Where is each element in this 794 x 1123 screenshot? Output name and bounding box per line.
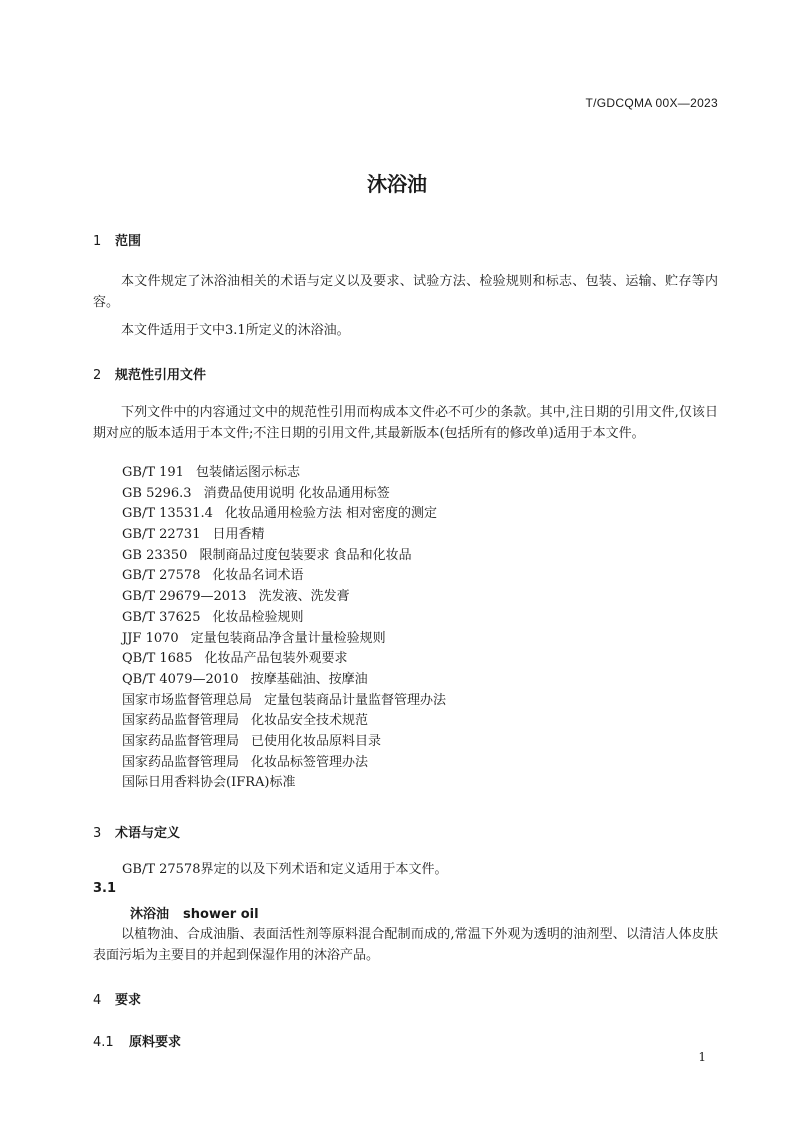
term-definition: 以植物油、合成油脂、表面活性剂等原料混合配制而成的,常温下外观为透明的油剂型、以清洁人体皮肤表面污垢为主要目的并起到保湿作用的沐浴产品。 bbox=[93, 927, 718, 963]
reference-item bbox=[122, 546, 446, 567]
reference-name: 化妆品安全技术规范 bbox=[251, 713, 369, 729]
reference-item bbox=[122, 525, 446, 546]
reference-code: 国家药品监督管理局 bbox=[122, 754, 240, 770]
section-number: 3 bbox=[93, 826, 102, 841]
section-number: 2 bbox=[93, 368, 102, 383]
reference-code: QB/T 1685 bbox=[122, 651, 193, 667]
page-number: 1 bbox=[698, 1050, 706, 1064]
reference-code: 国家药品监督管理局 bbox=[122, 733, 240, 749]
scope-paragraph-1: 本文件规定了沐浴油相关的术语与定义以及要求、试验方法、检验规则和标志、包装、运输、贮存等内容。 bbox=[93, 274, 718, 310]
reference-name: 定量包装商品净含量计量检验规则 bbox=[190, 630, 386, 646]
reference-code: JJF 1070 bbox=[122, 630, 179, 646]
reference-item bbox=[122, 691, 446, 712]
scope-paragraph-2: 本文件适用于文中3.1所定义的沐浴油。 bbox=[121, 323, 350, 338]
reference-item bbox=[122, 484, 446, 505]
reference-code: GB/T 22731 bbox=[122, 527, 201, 543]
reference-code: 国家市场监督管理总局 bbox=[122, 692, 253, 708]
reference-item bbox=[122, 732, 446, 753]
section-title: 术语与定义 bbox=[115, 826, 181, 841]
reference-code: GB 23350 bbox=[122, 547, 188, 563]
reference-item bbox=[122, 670, 446, 691]
reference-code: GB 5296.3 bbox=[122, 485, 192, 501]
reference-name: 洗发液、洗发膏 bbox=[258, 589, 350, 605]
reference-name: 化妆品产品包装外观要求 bbox=[204, 651, 348, 667]
reference-item bbox=[122, 649, 446, 670]
subsection-number: 4.1 bbox=[93, 1035, 114, 1050]
term-entry bbox=[130, 903, 259, 922]
reference-item bbox=[122, 566, 446, 587]
subsection-title: 原料要求 bbox=[129, 1035, 182, 1050]
reference-name: 定量包装商品计量监督管理办法 bbox=[264, 692, 447, 708]
reference-name: 按摩基础油、按摩油 bbox=[250, 671, 368, 687]
document-title: 沐浴油 bbox=[367, 172, 427, 196]
reference-item bbox=[122, 753, 446, 774]
terms-intro-line: GB/T 27578界定的以及下列术语和定义适用于本文件。 bbox=[122, 862, 448, 877]
reference-item bbox=[122, 463, 446, 484]
reference-code: GB/T 29679—2013 bbox=[122, 589, 247, 605]
term-number: 3.1 bbox=[93, 881, 117, 896]
reference-item bbox=[122, 587, 446, 608]
document-code: T/GDCQMA 00X—2023 bbox=[585, 96, 718, 110]
reference-item bbox=[122, 773, 446, 794]
reference-name: 日用香精 bbox=[212, 527, 265, 543]
reference-code: GB/T 13531.4 bbox=[122, 506, 213, 522]
reference-item bbox=[122, 629, 446, 650]
reference-code: GB/T 27578 bbox=[122, 568, 201, 584]
reference-name: 消费品使用说明 化妆品通用标签 bbox=[203, 485, 390, 501]
normative-references-list bbox=[122, 463, 446, 794]
section-3-heading bbox=[93, 822, 180, 841]
section-title: 规范性引用文件 bbox=[115, 368, 207, 383]
section-1-heading bbox=[93, 230, 141, 249]
reference-code: 国家药品监督管理局 bbox=[122, 713, 240, 729]
section-number: 4 bbox=[93, 993, 102, 1008]
reference-code: GB/T 191 bbox=[122, 465, 184, 480]
reference-item bbox=[122, 711, 446, 732]
reference-name: 限制商品过度包装要求 食品和化妆品 bbox=[199, 547, 412, 563]
reference-item bbox=[122, 504, 446, 525]
reference-code: QB/T 4079—2010 bbox=[122, 671, 239, 687]
reference-name: 化妆品标签管理办法 bbox=[251, 754, 369, 770]
reference-name: 已使用化妆品原料目录 bbox=[251, 733, 382, 749]
reference-code: GB/T 37625 bbox=[122, 609, 201, 625]
references-intro-paragraph: 下列文件中的内容通过文中的规范性引用而构成本文件必不可少的条款。其中,注日期的引用文件,仅该日期对应的版本适用于本文件;不注日期的引用文件,其最新版本(包括所有的修改单)适用于本文件。 bbox=[93, 405, 718, 441]
reference-name: 化妆品检验规则 bbox=[212, 609, 304, 625]
reference-item bbox=[122, 608, 446, 629]
reference-name: 包装储运图示标志 bbox=[195, 465, 300, 480]
term-english: shower oil bbox=[183, 907, 259, 922]
reference-name: 化妆品通用检验方法 相对密度的测定 bbox=[224, 506, 438, 522]
term-chinese: 沐浴油 bbox=[130, 907, 170, 922]
section-number: 1 bbox=[93, 234, 102, 249]
section-title: 要求 bbox=[115, 993, 142, 1008]
reference-name: 化妆品名词术语 bbox=[212, 568, 304, 584]
section-4-heading bbox=[93, 989, 141, 1008]
subsection-4-1-heading bbox=[93, 1031, 181, 1050]
reference-code: 国际日用香料协会(IFRA)标准 bbox=[122, 775, 296, 791]
section-2-heading bbox=[93, 364, 206, 383]
section-title: 范围 bbox=[115, 234, 142, 249]
